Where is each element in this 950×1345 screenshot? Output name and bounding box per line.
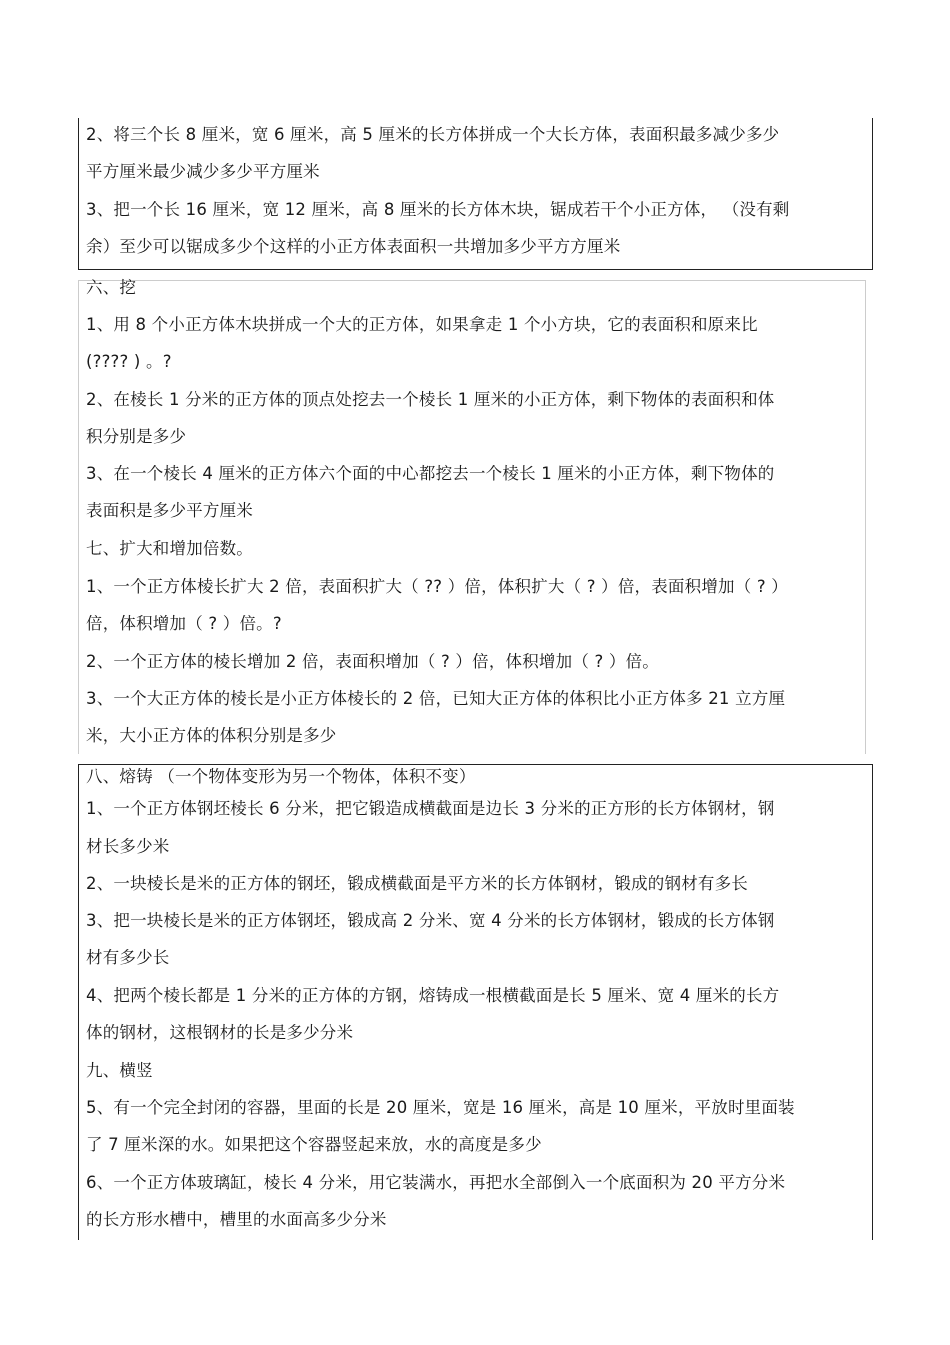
section6-q1-line2: (???? ) 。?: [86, 352, 172, 371]
section5-q2-line2: 平方厘米最少减少多少平方厘米: [86, 162, 320, 181]
section8-q1-line2: 材长多少米: [86, 837, 170, 856]
section6-q2-line2: 积分别是多少: [86, 427, 187, 446]
section5-q2-line1: 2、将三个长 8 厘米，宽 6 厘米，高 5 厘米的长方体拼成一个大长方体，表面积最多减少多少: [86, 125, 780, 144]
section7-q1-line2: 倍，体积增加（ ? ）倍。?: [86, 614, 282, 633]
section6-q1-line1: 1、用 8 个小正方体木块拼成一个大的正方体，如果拿走 1 个小方块，它的表面积和原来比: [86, 315, 758, 334]
section7-q3-line2: 米，大小正方体的体积分别是多少: [86, 726, 337, 745]
section7-q2-line1: 2、一个正方体的棱长增加 2 倍，表面积增加（ ? ）倍，体积增加（ ? ）倍。: [86, 652, 659, 671]
section9-title: 九、横竖: [86, 1061, 153, 1080]
section9-q5-line1: 5、有一个完全封闭的容器，里面的长是 20 厘米，宽是 16 厘米，高是 10 厘米，平放时里面装: [86, 1098, 795, 1117]
section8-q1-line1: 1、一个正方体钢坯棱长 6 分米，把它锻造成横截面是边长 3 分米的正方形的长方体钢材，钢: [86, 799, 775, 818]
section6-q2-line1: 2、在棱长 1 分米的正方体的顶点处挖去一个棱长 1 厘米的小正方体，剩下物体的表面积和体: [86, 390, 775, 409]
section8-q2-line1: 2、一块棱长是米的正方体的钢坯，锻成横截面是平方米的长方体钢材，锻成的钢材有多长: [86, 874, 748, 893]
section8-q3-line1: 3、把一块棱长是米的正方体钢坯，锻成高 2 分米、宽 4 分米的长方体钢材，锻成的长方体钢: [86, 911, 775, 930]
section8-title: 八、熔铸 （一个物体变形为另一个物体，体积不变）: [86, 767, 476, 786]
section9-q6-line1: 6、一个正方体玻璃缸，棱长 4 分米，用它装满水，再把水全部倒入一个底面积为 20 平方分米: [86, 1173, 786, 1192]
section8-q4-line1: 4、把两个棱长都是 1 分米的正方体的方钢，熔铸成一根横截面是长 5 厘米、宽 4 厘米的长方: [86, 986, 780, 1005]
section5-q3-line2: 余）至少可以锯成多少个这样的小正方体表面积一共增加多少平方方厘米: [86, 237, 621, 256]
section9-q5-line2: 了 7 厘米深的水。如果把这个容器竖起来放，水的高度是多少: [86, 1135, 542, 1154]
section8-q4-line2: 体的钢材，这根钢材的长是多少分米: [86, 1023, 354, 1042]
section6-title: 六、挖: [86, 278, 137, 297]
section6-q3-line2: 表面积是多少平方厘米: [86, 501, 253, 520]
section7-title: 七、扩大和增加倍数。: [86, 539, 253, 558]
section7-q1-line1: 1、一个正方体棱长扩大 2 倍，表面积扩大（ ?? ）倍，体积扩大（ ? ）倍，表面积增加（ ? ）: [86, 577, 788, 596]
section8-q3-line2: 材有多少长: [86, 948, 170, 967]
section9-q6-line2: 的长方形水槽中，槽里的水面高多少分米: [86, 1210, 387, 1229]
section5-q3-line1: 3、把一个长 16 厘米，宽 12 厘米，高 8 厘米的长方体木块，锯成若干个小正方体， （没有剩: [86, 200, 790, 219]
section7-q3-line1: 3、一个大正方体的棱长是小正方体棱长的 2 倍，已知大正方体的体积比小正方体多 21 立方厘: [86, 689, 786, 708]
section6-q3-line1: 3、在一个棱长 4 厘米的正方体六个面的中心都挖去一个棱长 1 厘米的小正方体，剩下物体的: [86, 464, 775, 483]
